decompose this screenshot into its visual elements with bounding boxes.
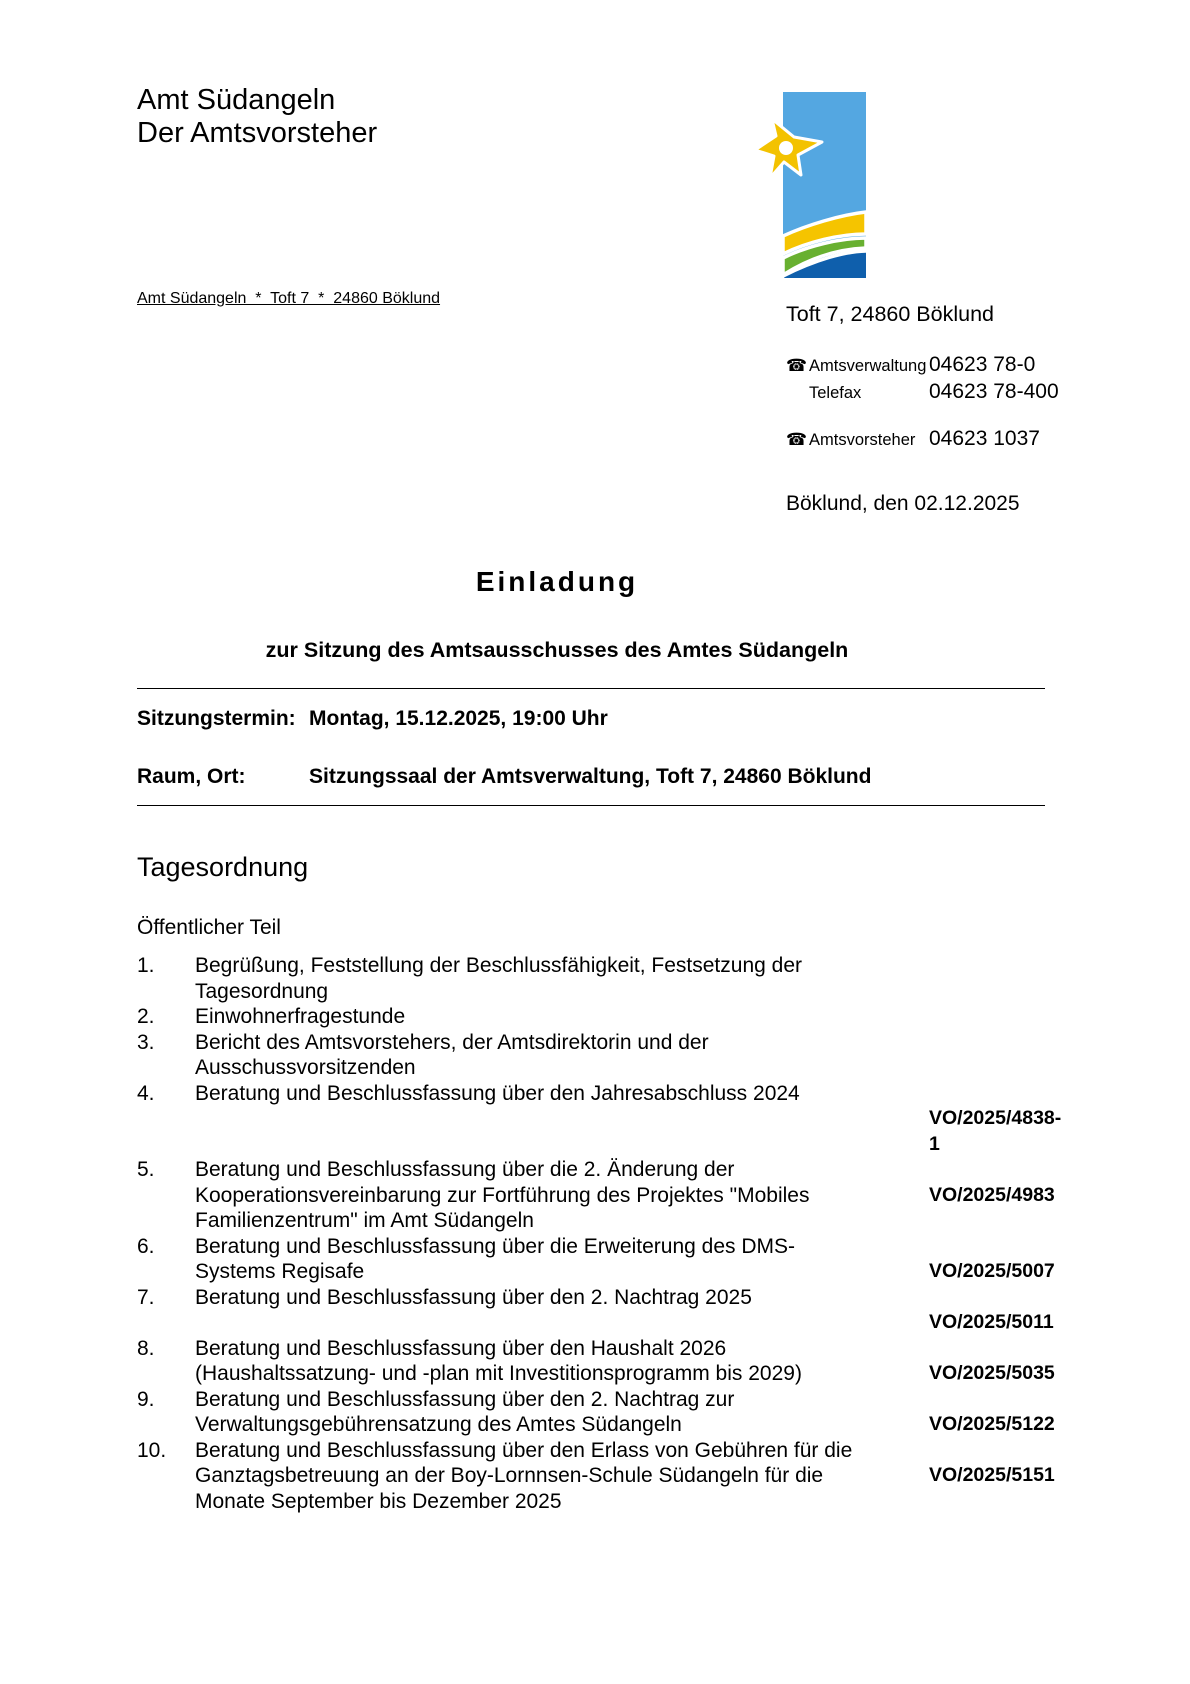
contact-label: Amtsverwaltung (809, 357, 927, 375)
meeting-label: Sitzungstermin: (137, 707, 296, 730)
agenda-item-number: 2. (137, 1005, 155, 1028)
agenda-item-number: 6. (137, 1234, 155, 1258)
agenda-item-number: 3. (137, 1030, 155, 1054)
meeting-label: Raum, Ort: (137, 765, 246, 788)
agenda-item (137, 1157, 1065, 1234)
agenda-item (137, 1285, 1065, 1336)
agenda-item-number: 10. (137, 1438, 167, 1462)
agenda-item-text: Bericht des Amtsvorstehers, der Amtsdirektorin und der Ausschussvorsitzenden (195, 1030, 709, 1079)
meeting-row (137, 764, 1045, 790)
agenda-item (137, 1234, 1065, 1285)
page-title: Einladung (475, 566, 639, 597)
agenda-item (137, 1336, 1065, 1387)
amt-suedangeln-logo (745, 85, 875, 285)
letterhead-org: Amt Südangeln (137, 84, 336, 116)
agenda-item-number: 7. (137, 1285, 155, 1309)
agenda-item-vo-number (929, 1004, 1065, 1030)
agenda-item-number: 8. (137, 1336, 155, 1360)
agenda-item-text: Beratung und Beschlussfassung über die 2. Änderung der Kooperationsvereinbarung zur Fortführung des Projektes "Mobiles Familienzentrum" im Amt Südangeln (195, 1158, 810, 1232)
contact-label: Telefax (809, 384, 862, 402)
agenda-item-number: 9. (137, 1387, 155, 1411)
title-block (137, 566, 977, 598)
divider (137, 688, 1045, 689)
agenda-item-vo-number (929, 953, 1065, 979)
phone-icon: ☎ (786, 356, 808, 376)
contact-row (786, 426, 1059, 453)
letterhead (137, 84, 377, 150)
agenda-item (137, 1030, 1065, 1081)
contact-number: 04623 78-0 (929, 353, 1036, 376)
contact-label: Amtsvorsteher (809, 431, 916, 449)
contact-number: 04623 78-400 (929, 380, 1059, 403)
contact-address: Toft 7, 24860 Böklund (786, 302, 994, 326)
agenda-item-vo-number: VO/2025/5035 (929, 1362, 1055, 1384)
agenda-item-text: Begrüßung, Feststellung der Beschlussfähigkeit, Festsetzung der Tagesordnung (195, 954, 802, 1003)
agenda-item-text: Beratung und Beschlussfassung über den Haushalt 2026 (Haushaltssatzung- und -plan mit Investitionsprogramm bis 2029) (195, 1336, 802, 1385)
page-subtitle: zur Sitzung des Amtsausschusses des Amtes Südangeln (265, 638, 849, 662)
agenda-item (137, 1438, 1065, 1515)
meeting-value: Montag, 15.12.2025, 19:00 Uhr (309, 707, 608, 730)
agenda-section-label: Öffentlicher Teil (137, 916, 281, 939)
agenda-item-text: Beratung und Beschlussfassung über den Jahresabschluss 2024 (195, 1081, 800, 1105)
agenda-item (137, 1081, 1065, 1158)
agenda-item-number: 5. (137, 1158, 155, 1181)
agenda-item-vo-number (929, 1030, 1065, 1056)
contact-row (786, 352, 1059, 379)
contact-rows (786, 352, 1059, 453)
meeting-value: Sitzungssaal der Amtsverwaltung, Toft 7, 24860 Böklund (309, 765, 872, 788)
contact-block (786, 301, 1059, 453)
agenda-item-number: 4. (137, 1081, 155, 1105)
agenda-item-vo-number: VO/2025/4838-1 (929, 1107, 1062, 1155)
agenda-item (137, 953, 1065, 1004)
contact-number: 04623 1037 (929, 427, 1040, 450)
agenda-item-vo-number: VO/2025/5151 (929, 1464, 1055, 1486)
contact-row (786, 379, 1059, 406)
date-line: Böklund, den 02.12.2025 (786, 492, 1020, 515)
letterhead-role: Der Amtsvorsteher (137, 117, 378, 149)
agenda-item-vo-number: VO/2025/5007 (929, 1260, 1055, 1282)
sender-line: Amt Südangeln * Toft 7 * 24860 Böklund (137, 290, 441, 307)
agenda-heading: Tagesordnung (137, 852, 309, 882)
divider (137, 805, 1045, 806)
agenda-item-text: Beratung und Beschlussfassung über den 2. Nachtrag 2025 (195, 1285, 752, 1309)
phone-icon: ☎ (786, 430, 808, 450)
agenda-item-vo-number: VO/2025/5122 (929, 1413, 1055, 1435)
agenda-item-number: 1. (137, 954, 155, 977)
agenda-item (137, 1004, 1065, 1030)
agenda-item-vo-number: VO/2025/4983 (929, 1183, 1055, 1206)
agenda-list (137, 953, 1065, 1514)
agenda-item-text: Beratung und Beschlussfassung über die Erweiterung des DMS-Systems Regisafe (195, 1234, 795, 1283)
agenda-item-text: Beratung und Beschlussfassung über den 2. Nachtrag zur Verwaltungsgebührensatzung des Amtes Südangeln (195, 1387, 735, 1436)
agenda-item-vo-number: VO/2025/5011 (929, 1311, 1054, 1333)
agenda-item-text: Einwohnerfragestunde (195, 1005, 406, 1028)
meeting-row (137, 706, 1045, 732)
meeting-info (137, 706, 1045, 790)
agenda-item-text: Beratung und Beschlussfassung über den Erlass von Gebühren für die Ganztagsbetreuung an der Boy-Lornnsen-Schule Südangeln für die Monate September bis Dezember 2025 (195, 1438, 853, 1513)
logo-sun-center (779, 141, 793, 155)
agenda-item (137, 1387, 1065, 1438)
